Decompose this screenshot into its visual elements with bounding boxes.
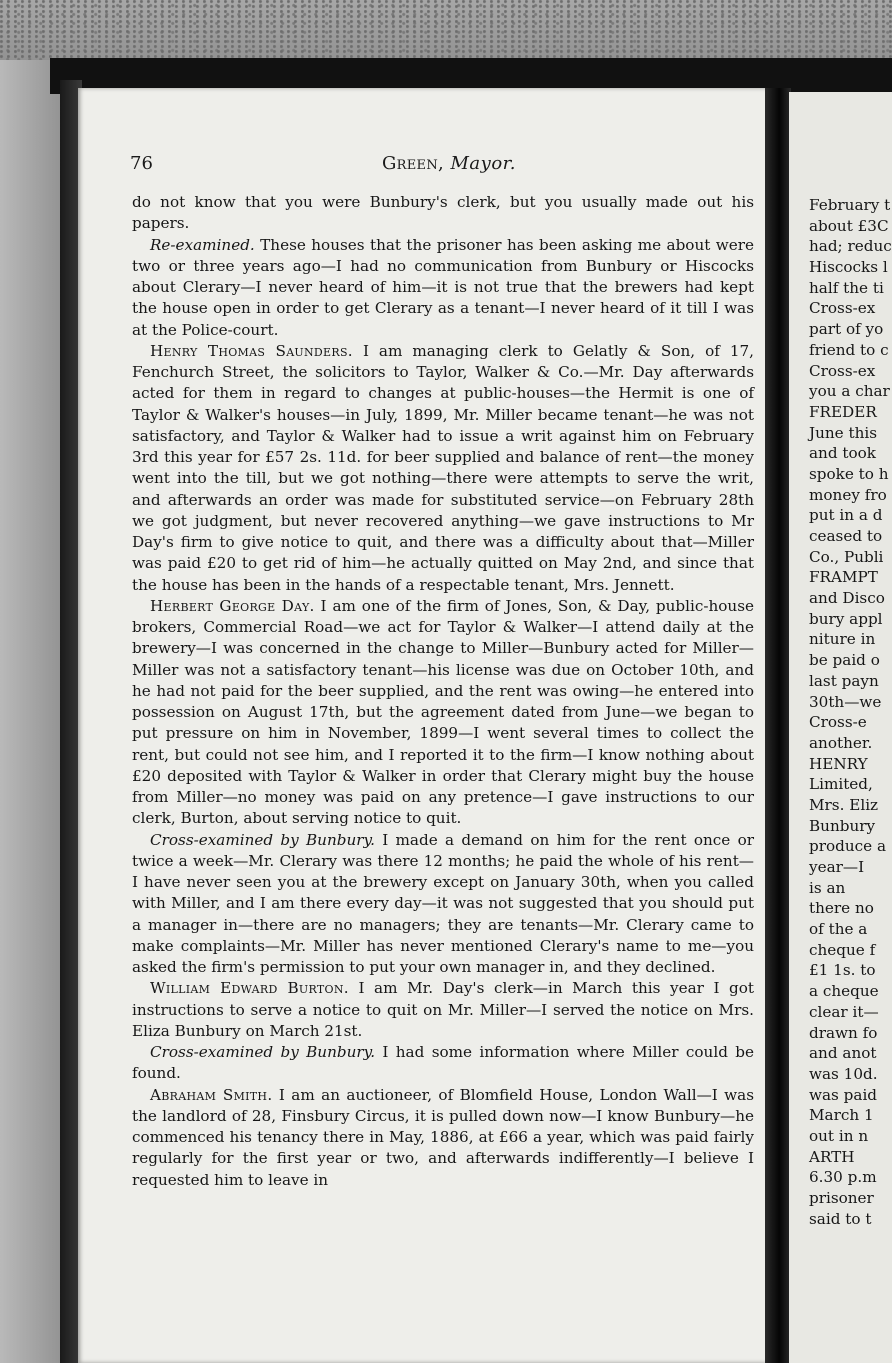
paragraph-smith bbox=[132, 1085, 754, 1191]
paragraph-day bbox=[132, 596, 754, 830]
right-page-line: February t bbox=[809, 196, 891, 214]
right-page-line: June this bbox=[809, 423, 878, 442]
right-page-line: Co., Publi bbox=[809, 547, 884, 566]
right-page-line: Bunbury bbox=[809, 816, 876, 835]
right-page-line: of the a bbox=[809, 920, 868, 939]
paragraph-saunders bbox=[132, 341, 754, 596]
witness-name: Herbert George Day. bbox=[150, 596, 315, 615]
page-body bbox=[132, 192, 754, 1191]
running-head: Green, Mayor. bbox=[382, 153, 517, 174]
right-page-line: year—I bbox=[809, 858, 865, 876]
right-page-line: you a char bbox=[809, 382, 890, 401]
witness-name: William Edward Burton. bbox=[150, 979, 349, 998]
right-page-line: was 10d. bbox=[809, 1064, 878, 1083]
right-page-line: HENRY bbox=[809, 754, 868, 773]
right-page-line: was paid bbox=[809, 1085, 878, 1104]
right-page-line: a cheque bbox=[809, 982, 879, 1001]
paragraph-text: I am an auctioneer, of Blomfield House, London Wall—I was the landlord of 28, Finsbury Circus, it is pulled down now—I know Bunbury—he commenced his tenancy there in May, 1886, at £66 a year, which was paid fairly regularly for the first year or two, and afterwards indifferently—I believe I requested him to leave in bbox=[132, 1085, 755, 1189]
right-page-line: and Disco bbox=[809, 589, 885, 608]
right-page-line: 6.30 p.m bbox=[809, 1168, 877, 1187]
right-page-line: said to t bbox=[809, 1209, 872, 1228]
right-page-line: Cross-ex bbox=[809, 299, 876, 318]
paragraph-continued bbox=[132, 192, 754, 235]
right-page-line: produce a bbox=[809, 837, 887, 856]
paragraph-cross-examined bbox=[132, 830, 754, 979]
paragraph-text: I had some information where Miller could be found. bbox=[132, 1043, 755, 1083]
right-page-line: money fro bbox=[809, 485, 887, 504]
right-page-line: £1 1s. to bbox=[809, 961, 876, 980]
paragraph-text: I am one of the firm of Jones, Son, & Day, public-house brokers, Commercial Road—we act for Taylor & Walker—I attend daily at the brewery—I was concerned in the change to Miller—Bunbury acted for Miller—Miller was not a satisfactory tenant—his license was due on October 10th, and he had not paid for the beer supplied, and the rent was owing—he entered into possession on August 17th, but the agreement dated from June—we began to put pressure on him in November, 1899—I went several times to collect the rent, but could not see him, and I reported it to the firm—I know nothing about £20 deposited with Taylor & Walker in order that Clerary might buy the house from Miller—no money was paid on any pretence—I gave instructions to our clerk, Burton, about serving notice to quit. bbox=[132, 596, 754, 828]
right-page-line: cheque f bbox=[809, 940, 876, 959]
right-page-line: another. bbox=[809, 733, 873, 752]
right-page-line: be paid o bbox=[809, 651, 880, 670]
witness-name: Henry Thomas Saunders. bbox=[150, 341, 353, 360]
right-page-line: FREDER bbox=[809, 402, 877, 421]
right-page-line: ARTH bbox=[809, 1147, 855, 1166]
testimony-label: Re-examined. bbox=[150, 235, 255, 254]
right-page-line: put in a d bbox=[809, 506, 883, 525]
right-page-line: had; reduc bbox=[809, 237, 892, 256]
right-page-line: out in n bbox=[809, 1126, 869, 1145]
paragraph-text: I am Mr. Day's clerk—in March this year I got instructions to serve a notice to quit on Mr. Miller—I served the notice on Mrs. Eliza Bunbury on March 21st. bbox=[132, 979, 754, 1040]
paragraph-text: These houses that the prisoner has been asking me about were two or three years ago—I had no communication from Bunbury or Hiscocks about Clerary—I never heard of him—it is not true that the brewers had kept the house open in order to get Clerary as a tenant—I never heard of it till I was at the Police-court. bbox=[132, 235, 754, 339]
right-page-line: is an bbox=[809, 878, 846, 897]
right-page-line: and anot bbox=[809, 1044, 877, 1063]
right-page-line: ceased to bbox=[809, 527, 883, 545]
right-page-line: last payn bbox=[809, 671, 879, 690]
witness-name: Abraham Smith. bbox=[150, 1085, 273, 1104]
right-page bbox=[789, 92, 892, 1363]
right-page-line: spoke to h bbox=[809, 464, 889, 483]
right-page-line: part of yo bbox=[809, 320, 884, 339]
right-page-line: about £3C bbox=[809, 216, 889, 235]
right-page-line: drawn fo bbox=[809, 1023, 878, 1042]
right-page-line: FRAMPT bbox=[809, 568, 878, 587]
testimony-label: Cross-examined by Bunbury. bbox=[150, 1043, 376, 1061]
right-page-line: Cross-e bbox=[809, 713, 867, 732]
right-page-line: prisoner bbox=[809, 1189, 874, 1207]
right-page-line: clear it— bbox=[809, 1002, 879, 1021]
right-page-line: there no bbox=[809, 899, 874, 918]
right-page-line: bury appl bbox=[809, 609, 883, 628]
paragraph-text: I made a demand on him for the rent once or twice a week—Mr. Clerary was there 12 months; he paid the whole of his rent—I have never seen you at the brewery except on January 30th, when you called with Miller, and I am there every day—it was not suggested that you should put a manager in—there are no managers; they are tenants—Mr. Clerary came to make complaints—Mr. Miller has never mentioned Clerary's name to me—you asked the firm's permission to put your own manager in, and they declined. bbox=[132, 830, 755, 976]
right-page-line: Cross-ex bbox=[809, 361, 876, 380]
right-page-line: Limited, bbox=[809, 775, 873, 794]
right-page-line: Hiscocks l bbox=[809, 258, 888, 277]
right-page-text bbox=[809, 195, 892, 1229]
right-page-line: and took bbox=[809, 444, 876, 463]
paragraph-text: do not know that you were Bunbury's clerk, but you usually made out his papers. bbox=[132, 193, 754, 233]
book-gutter bbox=[765, 88, 791, 1363]
page-number: 76 bbox=[130, 153, 153, 174]
paragraph-re-examined bbox=[132, 235, 754, 341]
right-page-line: niture in bbox=[809, 630, 876, 649]
paragraph-text: I am managing clerk to Gelatly & Son, of 17, Fenchurch Street, the solicitors to Taylor, Walker & Co.—Mr. Day afterwards acted for them in regard to changes at public-houses—the Hermit is one of Taylor & Walker's houses—in July, 1899, Mr. Miller became tenant—he was not satisfactory, and Taylor & Walker had to issue a writ against him on February 3rd this year for £57 2s. 11d. for beer supplied and balance of rent—the money went into the till, but we got nothing—there were attempts to serve the writ, and afterwards an order was made for substituted service—on February 28th we got judgment, but never recovered anything—we gave instructions to Mr Day's firm to give notice to quit, and there was a difficulty about that—Miller was paid £20 to get rid of him—he actually quitted on May 2nd, and since that the house has been in the hands of a respectable tenant, Mrs. Jennett. bbox=[132, 341, 754, 594]
running-head-title: Mayor. bbox=[450, 153, 517, 174]
running-head-name: Green bbox=[382, 153, 439, 174]
page-header bbox=[130, 153, 750, 179]
right-page-line: friend to c bbox=[809, 340, 889, 359]
right-page-line: half the ti bbox=[809, 278, 884, 297]
right-page-line: 30th—we bbox=[809, 692, 882, 711]
right-page-line: Mrs. Eliz bbox=[809, 795, 879, 814]
right-page-line: March 1 bbox=[809, 1106, 874, 1125]
paragraph-burton bbox=[132, 978, 754, 1042]
paragraph-cross-examined-2 bbox=[132, 1042, 754, 1085]
testimony-label: Cross-examined by Bunbury. bbox=[150, 830, 375, 849]
